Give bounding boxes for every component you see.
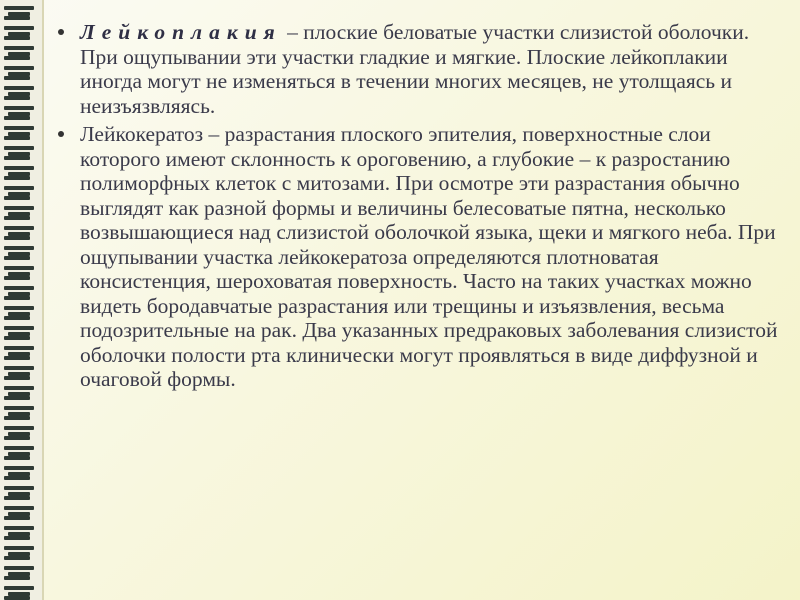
binding-ring	[4, 366, 34, 380]
binding-ring-bar	[4, 466, 34, 470]
binding-ring	[4, 226, 34, 240]
binding-ring	[4, 446, 34, 460]
binding-ring-bar	[4, 116, 30, 120]
binding-ring-bar	[4, 16, 30, 20]
binding-ring-bar	[4, 146, 34, 150]
binding-ring-bar	[4, 526, 34, 530]
binding-ring-bar	[4, 336, 30, 340]
binding-ring-bar	[4, 196, 30, 200]
binding-ring	[4, 66, 34, 80]
binding-ring-bar	[4, 56, 30, 60]
binding-ring	[4, 466, 34, 480]
binding-ring-bar	[4, 356, 30, 360]
bullet-icon	[58, 29, 64, 35]
binding-ring-bar	[4, 326, 34, 330]
binding-ring	[4, 246, 34, 260]
paragraph-leukokeratosis	[52, 122, 780, 392]
binding-ring	[4, 266, 34, 280]
binding-ring-bar	[4, 486, 34, 490]
binding-ring-bar	[4, 406, 34, 410]
binding-ring	[4, 406, 34, 420]
binding-ring-bar	[4, 346, 34, 350]
binding-ring-bar	[4, 396, 30, 400]
binding-ring-bar	[4, 566, 34, 570]
binding-ring-bar	[4, 386, 34, 390]
binding-ring-bar	[4, 306, 34, 310]
term-leukoplakia: Лейкоплакия	[80, 20, 282, 44]
binding-ring-bar	[4, 256, 30, 260]
binding-ring-bar	[4, 276, 30, 280]
binding-ring	[4, 426, 34, 440]
binding-ring-bar	[4, 536, 30, 540]
binding-ring	[4, 26, 34, 40]
binding-ring	[4, 206, 34, 220]
binding-ring	[4, 106, 34, 120]
binding-ring-bar	[4, 76, 30, 80]
binding-ring	[4, 6, 34, 20]
binding-ring-bar	[4, 236, 30, 240]
binding-ring-bar	[4, 26, 34, 30]
binding-ring	[4, 566, 34, 580]
binding-ring-bar	[4, 86, 34, 90]
binding-ring	[4, 486, 34, 500]
binding-ring	[4, 306, 34, 320]
binding-ring-bar	[4, 136, 30, 140]
binding-ring	[4, 386, 34, 400]
binding-ring-bar	[4, 246, 34, 250]
binding-ring	[4, 86, 34, 100]
binding-ring-bar	[4, 316, 30, 320]
paragraph-text: – плоские беловатые участки слизистой оболочки. При ощупывании эти участки гладкие и мягкие. Плоские лейкоплакии иногда могут не изменяться в течении многих месяцев, не утолщаясь и неизъязвляясь.	[80, 20, 750, 118]
binding-ring-bar	[4, 186, 34, 190]
binding-ring-bar	[4, 266, 34, 270]
binding-ring-bar	[4, 296, 30, 300]
binding-ring-bar	[4, 166, 34, 170]
margin-line	[42, 0, 44, 600]
binding-ring-bar	[4, 6, 34, 10]
binding-ring	[4, 186, 34, 200]
binding-ring-bar	[4, 226, 34, 230]
paragraph-leukoplakia	[52, 20, 780, 118]
paragraph-text: Лейкокератоз – разрастания плоского эпителия, поверхностные слои которого имеют склонность к ороговению, а глубокие – к разростанию полиморфных клеток с митозами. При осмотре эти разрастания обычно выглядят как разной формы и величины белесоватые пятна, несколько возвышающиеся над слизистой оболочкой языка, щеки и мягкого неба. При ощупывании участка лейкокератоза определяются плотноватая консистенция, шероховатая поверхность. Часто на таких участках можно видеть бородавчатые разрастания или трещины и изъязвления, весьма подозрительные на рак. Два указанных предраковых заболевания слизистой оболочки полости рта клинически могут проявляться в виде диффузной и очаговой формы.	[80, 122, 778, 391]
binding-ring	[4, 146, 34, 160]
binding-ring	[4, 586, 34, 600]
binding-ring-bar	[4, 216, 30, 220]
binding-ring-bar	[4, 476, 30, 480]
binding-ring-bar	[4, 436, 30, 440]
binding-ring-bar	[4, 446, 34, 450]
binding-ring-bar	[4, 506, 34, 510]
binding-ring-bar	[4, 106, 34, 110]
binding-ring-bar	[4, 546, 34, 550]
binding-ring	[4, 346, 34, 360]
binding-ring-bar	[4, 66, 34, 70]
binding-ring	[4, 286, 34, 300]
binding-ring-bar	[4, 376, 30, 380]
binding-ring-bar	[4, 36, 30, 40]
binding-ring-bar	[4, 576, 30, 580]
binding-ring	[4, 126, 34, 140]
binding-ring-bar	[4, 456, 30, 460]
binding-ring-bar	[4, 426, 34, 430]
binding-ring-bar	[4, 206, 34, 210]
notebook-binding	[0, 0, 44, 600]
slide-content	[52, 20, 780, 396]
binding-ring-bar	[4, 286, 34, 290]
binding-ring-bar	[4, 416, 30, 420]
bullet-icon	[58, 131, 64, 137]
binding-ring-bar	[4, 176, 30, 180]
binding-ring	[4, 166, 34, 180]
binding-ring	[4, 46, 34, 60]
binding-ring-bar	[4, 596, 30, 600]
binding-ring-bar	[4, 516, 30, 520]
binding-ring	[4, 546, 34, 560]
binding-ring	[4, 526, 34, 540]
binding-ring	[4, 506, 34, 520]
binding-ring-bar	[4, 496, 30, 500]
binding-ring-bar	[4, 586, 34, 590]
binding-ring-bar	[4, 556, 30, 560]
binding-ring-bar	[4, 366, 34, 370]
binding-ring-bar	[4, 126, 34, 130]
binding-ring-bar	[4, 96, 30, 100]
binding-ring-bar	[4, 156, 30, 160]
binding-ring	[4, 326, 34, 340]
binding-ring-bar	[4, 46, 34, 50]
